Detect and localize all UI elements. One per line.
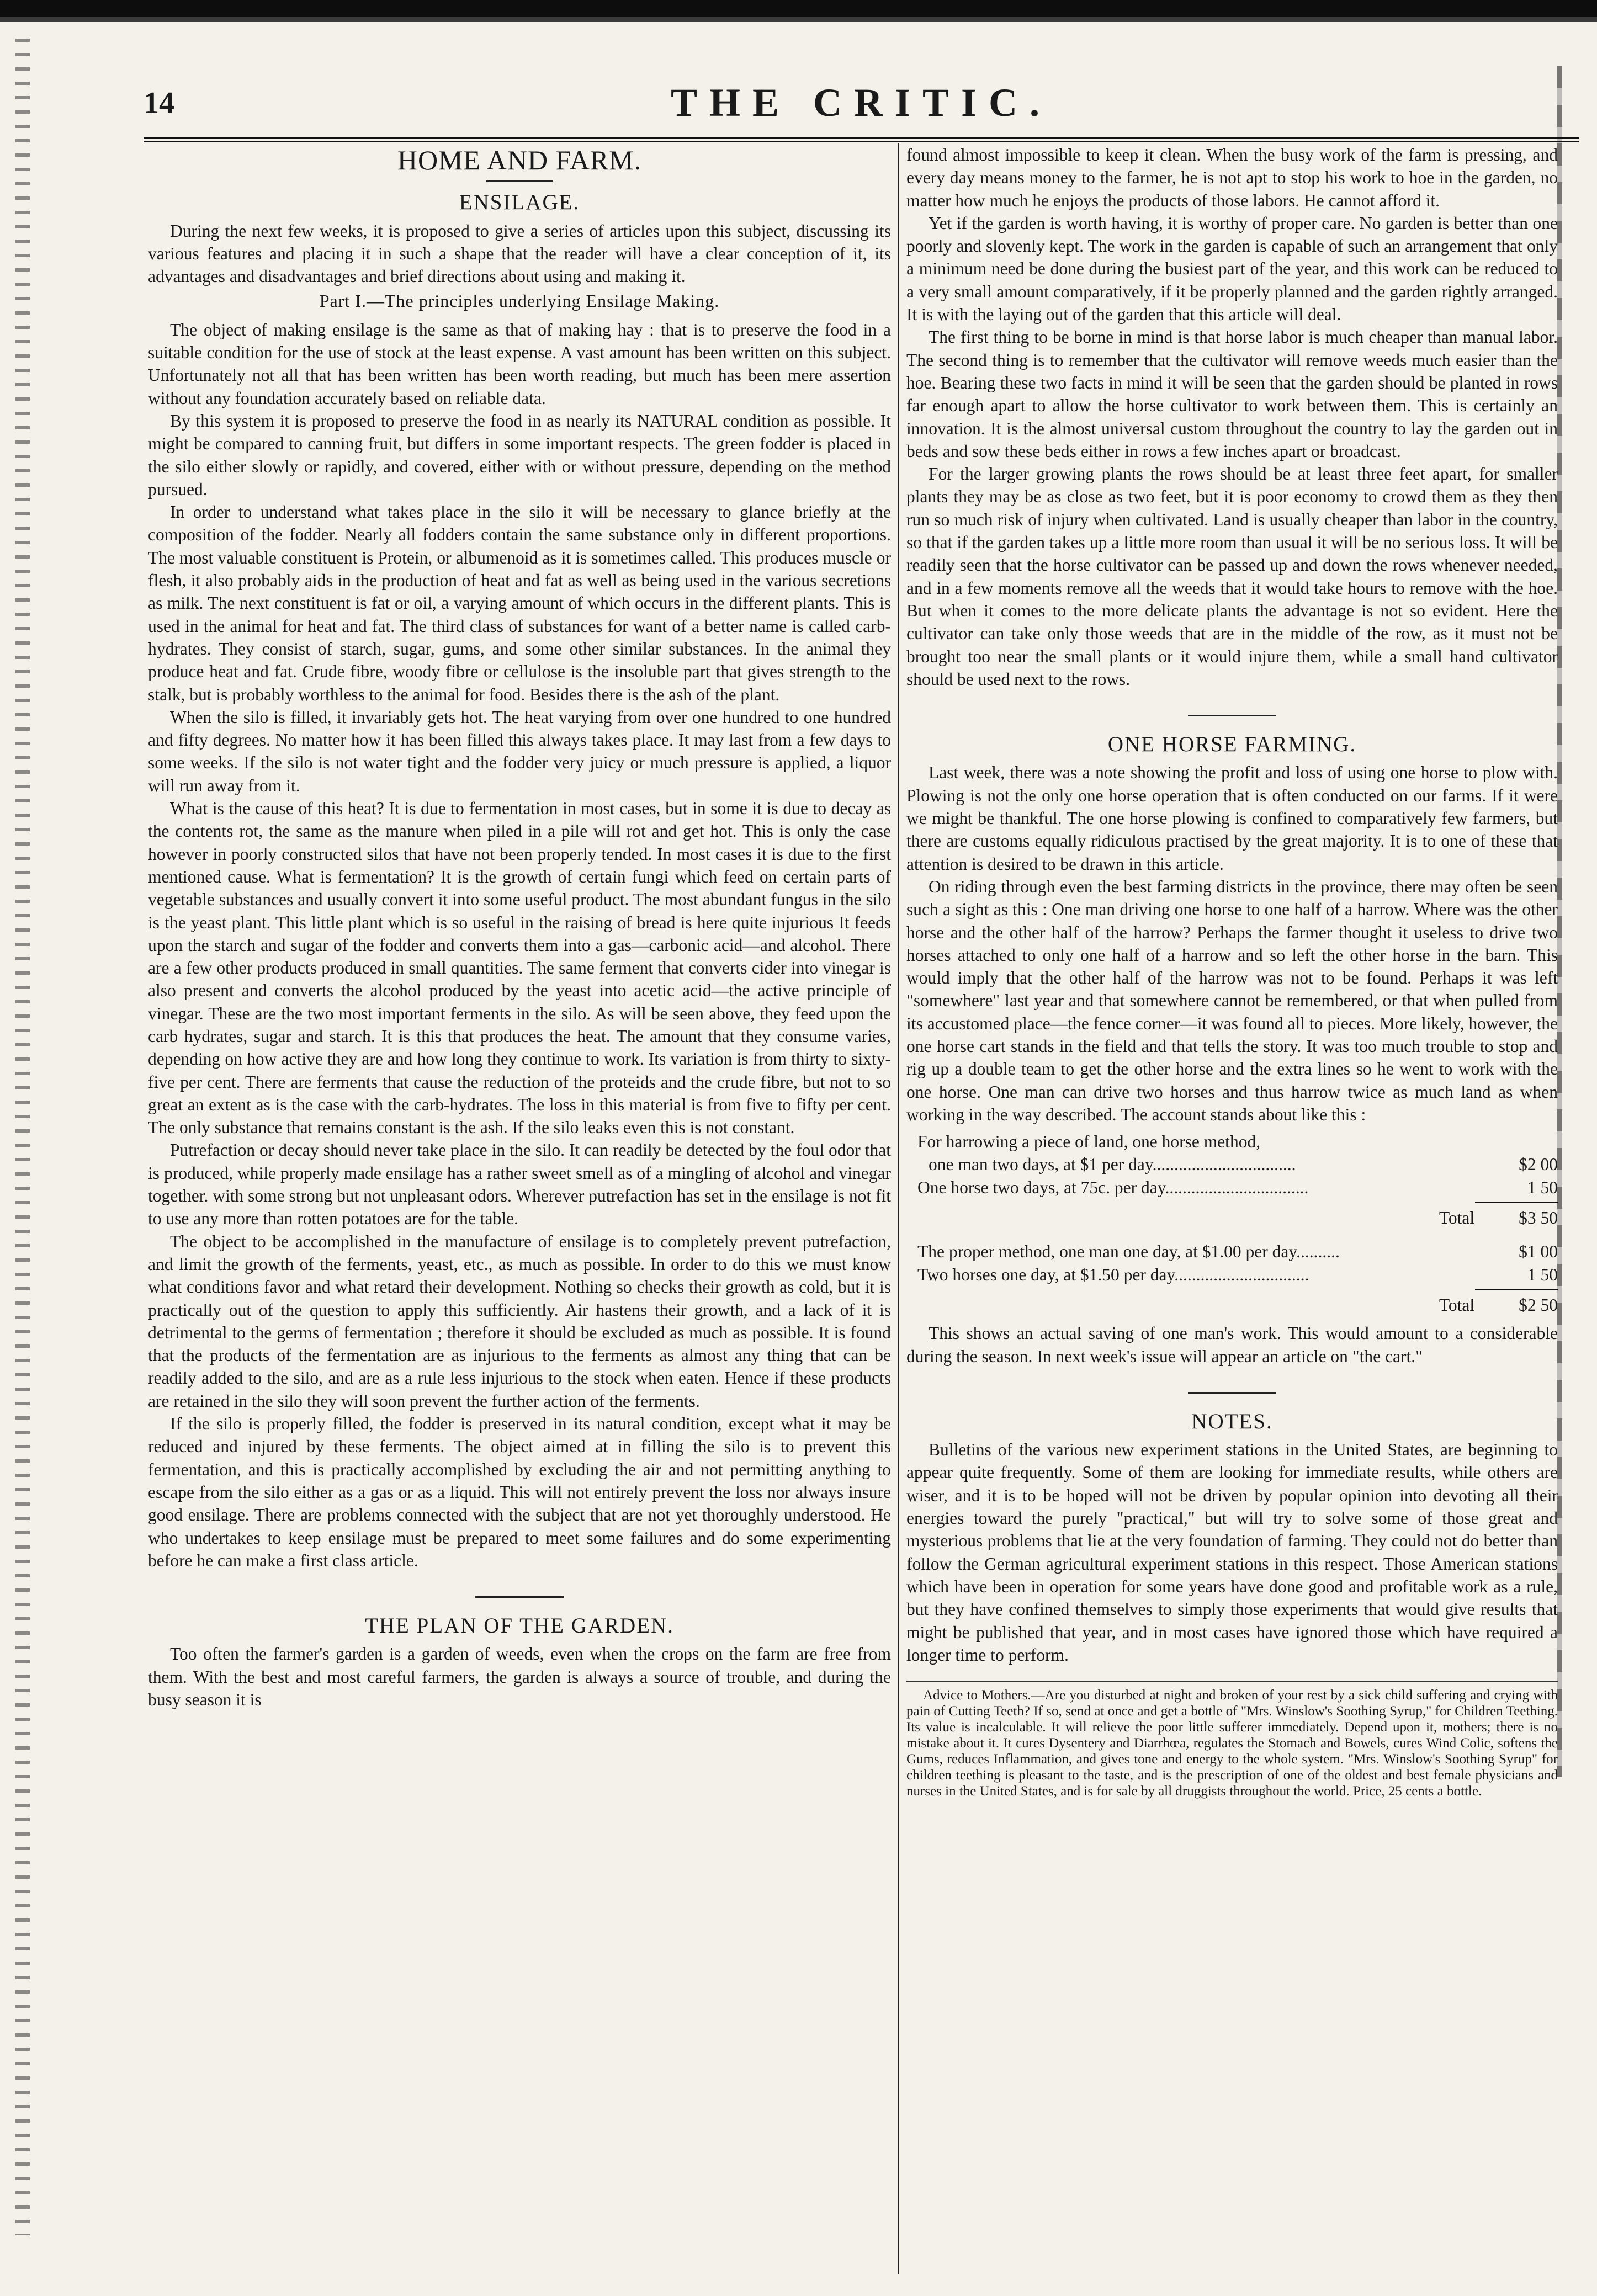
cost-value: $1 00	[1519, 1242, 1558, 1262]
cost-table-lead: For harrowing a piece of land, one horse method,	[917, 1132, 1261, 1152]
cost-row	[906, 1176, 1558, 1199]
page-number: 14	[144, 86, 174, 120]
cost-row	[906, 1263, 1558, 1286]
ensilage-paragraph: The object of making ensilage is the same as that of making hay : that is to preserve the food in a suitable condition for the use of stock at the least expense. A vast amount has been written on this subject. Unfortunately not all that has been written has been worth reading, but much has been mere assertion without any foundation accurately based on reliable data.	[148, 320, 891, 408]
ensilage-paragraph: When the silo is filled, it invariably gets hot. The heat varying from over one hundred to one hundred and fifty degrees. No matter how it has been filled this always takes place. It may last from a few days to some weeks. If the silo is not water tight and the fodder very juicy or much pressure is applied, a liquor will run away from it.	[148, 707, 891, 795]
ensilage-paragraph: What is the cause of this heat? It is due to fermentation in most cases, but in some it is due to decay as the contents rot, the same as the manure when piled in a pile will rot and get hot. This is only the case however in poorly constructed silos that have not been properly tended. In most cases it is due to the first mentioned cause. What is fermentation? It is the growth of certain fungi which feed on certain parts of vegetable substances and usually convert it into some useful product. The most abundant fungus in the silo is the yeast plant. This little plant which is so useful in the raising of bread is here quite injurious It feeds upon the starch and sugar of the fodder and converts them into a gas—carbonic acid—and alcohol. There are a few other products produced in small quantities. The same ferment that converts cider into vinegar is also present and converts the alcohol produced by the yeast into acetic acid—the active principle of vinegar. These are the two most important ferments in the silo. As will be seen above, they feed upon the carb hydrates, sugar and starch. It is this that produces the heat. The amount that they consume varies, depending on how active they are and how long they continue to work. Its variation is from thirty to sixty-five per cent. There are ferments that cause the reduction of the proteids and the crude fibre, but not to so great an extent as is the case with the carb-hydrates. The loss in this material is from five to fifty per cent. The only substance that remains constant is the ash. If the silo leaks even this is not constant.	[148, 799, 891, 1138]
cost-table-one-horse	[906, 1130, 1558, 1229]
cost-label: Two horses one day, at $1.50 per day...............................	[917, 1264, 1309, 1284]
notes-title: NOTES.	[1191, 1409, 1273, 1433]
ensilage-paragraph: The object to be accomplished in the manufacture of ensilage is to completely prevent putrefaction, and limit the growth of the ferments, yeast, etc., as much as possible. In order to do this we must know what conditions favor and what retard their development. Nothing so checks their growth as cold, but it is practically out of the question to apply this sufficiently. Air hastens their growth, and a lack of it is detrimental to the germs of fermentation ; therefore it should be excluded as much as possible. It is found that the products of the fermentation are as injurious to the ferments as almost any thing that can be readily added to the silo, and are as a rule less injurious to the stock when eaten. Hence if these products are retained in the silo they will soon prevent the further action of the ferments.	[148, 1231, 891, 1411]
total-label: Total	[1439, 1295, 1475, 1315]
ensilage-title: ENSILAGE.	[459, 190, 580, 215]
part-heading: Part I.—The principles underlying Ensilage Making.	[319, 291, 720, 311]
notes-paragraph: Bulletins of the various new experiment stations in the United States, are beginning to appear quite frequently. Some of them are looking for immediate results, while others are wiser, and it is to be hoped will not be driven by popular opinion into devoting all their energies toward the purely "practical," but will try to solve some of those great and mysterious problems that lie at the very foundation of farming. They could not do better than follow the German agricultural experiment stations in this respect. Those American stations which have been in operation for some years have done good and profitable work as a rule, but they have confined themselves to simply those experiments that would give results that might be published that year, and in most cases have ignored those which have required a longer time to perform.	[906, 1440, 1558, 1665]
left-column	[148, 144, 891, 2285]
binding-edge	[15, 39, 30, 2235]
ensilage-paragraph: By this system it is proposed to preserve the food in as nearly its NATURAL condition as possible. It might be compared to canning fruit, but differs in some important respects. The green fodder is placed in the silo either slowly or rapidly, and covered, either with or without pressure, depending on the method pursued.	[148, 411, 891, 499]
one-horse-title: ONE HORSE FARMING.	[1107, 732, 1357, 757]
right-column	[906, 144, 1558, 2285]
section-rule	[1188, 1392, 1276, 1394]
title-rule	[486, 180, 553, 182]
cost-row	[906, 1240, 1558, 1263]
cost-value: 1 50	[1527, 1264, 1558, 1284]
cost-label: The proper method, one man one day, at $1.00 per day..........	[917, 1242, 1340, 1262]
total-row	[906, 1207, 1558, 1229]
one-horse-paragraph: Last week, there was a note showing the profit and loss of using one horse to plow with. Plowing is not the only one horse operation that is often conducted on our farms. If it were we might be thankful. The one horse plowing is confined to comparatively few farmers, but there are customs equally ridiculous practised by the great majority. It is to one of these that attention is desired to be drawn in this article.	[906, 763, 1558, 874]
total-row	[906, 1294, 1558, 1316]
top-border	[0, 0, 1597, 17]
masthead-rule	[144, 137, 1579, 139]
garden-paragraph: Yet if the garden is worth having, it is worthy of proper care. No garden is better than one poorly and slovenly kept. The work in the garden is capable of such an arrangement that only a minimum need be done during the busiest part of the year, and this work can be reduced to a very small amount comparatively, if it be properly planned and the garden rightly arranged. It is with the laying out of the garden that this article will deal.	[906, 213, 1558, 325]
cost-value: 1 50	[1527, 1177, 1558, 1197]
total-label: Total	[1439, 1208, 1475, 1228]
masthead-rule-thin	[144, 141, 1579, 142]
ensilage-paragraph: In order to understand what takes place in the silo it will be necessary to glance briefly at the composition of the fodder. Nearly all fodders contain the same substance only in different proportions. The most valuable constituent is Protein, or albumenoid as it is sometimes called. This produces muscle or flesh, it also probably aids in the production of heat and fat as well as being used in the various secretions as milk. The next constituent is fat or oil, a varying amount of which occurs in the different plants. This is used in the animal for heat and fat. The third class of substances for want of a better name is called carb-hydrates. They consist of starch, sugar, gums, and some other similar substances. In the animal they produce heat and fat. Crude fibre, woody fibre or cellulose is the insoluble part that gives strength to the stalk, but is probably worthless to the animal for food. Besides there is the ash of the plant.	[148, 502, 891, 704]
cost-label: One horse two days, at 75c. per day.................................	[917, 1177, 1309, 1197]
section-title: HOME AND FARM.	[397, 145, 642, 176]
ensilage-intro: During the next few weeks, it is proposed to give a series of articles upon this subject, discussing its various features and placing it in such a shape that the reader will have a clear conception of it, its advantages and disadvantages and brief directions about using and making it.	[148, 221, 891, 286]
top-border-shadow	[0, 17, 1597, 22]
total-value: $2 50	[1519, 1295, 1558, 1315]
cost-table-proper	[906, 1240, 1558, 1316]
garden-paragraph: found almost impossible to keep it clean. When the busy work of the farm is pressing, and every day means money to the farmer, he is not apt to stop his work to hoe in the garden, no matter how much he enjoys the products of those labors. He cannot afford it.	[906, 145, 1558, 210]
section-rule	[1188, 715, 1276, 716]
cost-label: one man two days, at $1 per day.................................	[929, 1155, 1296, 1174]
garden-paragraph: For the larger growing plants the rows should be at least three feet apart, for smaller plants they may be as close as two feet, but it is poor economy to crowd them as they then run so much risk of injury when cultivated. Land is usually cheaper than labor in the country, so that if the garden takes up a little more room than usual it will be no serious loss. It will be readily seen that the horse cultivator can be passed up and down the rows whenever needed, and in a few moments remove all the weeds that it would take hours to remove with the hoe. But when it comes to the more delicate plants the advantage is not so evident. Here the cultivator can take only those weeds that are in the middle of the row, as it must not be brought too near the small plants or it would injure them, while a small hand cultivator should be used next to the rows.	[906, 464, 1558, 689]
garden-title: THE PLAN OF THE GARDEN.	[365, 1614, 674, 1638]
advertisement: Advice to Mothers.—Are you disturbed at night and broken of your rest by a sick child suffering and crying with pain of Cutting Teeth? If so, send at once and get a bottle of "Mrs. Winslow's Soothing Syrup," for Children Teething. Its value is incalculable. It will relieve the poor little sufferer immediately. Depend upon it, mothers; there is no mistake about it. It cures Dysentery and Diarrhœa, regulates the Stomach and Bowels, cures Wind Colic, softens the Gums, reduces Inflammation, and gives tone and energy to the whole system. "Mrs. Winslow's Soothing Syrup" for children teething is pleasant to the taste, and is the prescription of one of the oldest and best female physicians and nurses in the United States, and is for sale by all druggists throughout the world. Price, 25 cents a bottle.	[906, 1681, 1558, 1799]
one-horse-closing: This shows an actual saving of one man's work. This would amount to a considerable during the season. In next week's issue will appear an article on "the cart."	[906, 1324, 1558, 1366]
section-rule	[475, 1596, 564, 1598]
ensilage-paragraph: If the silo is properly filled, the fodder is preserved in its natural condition, except what it may be reduced and injured by these ferments. The object aimed at in filling the silo is to prevent this fermentation, and this is practically accomplished by excluding the air and not permitting anything to escape from the silo either as a gas or as a liquid. This will not entirely prevent the loss nor always insure good ensilage. There are problems connected with the subject that are not yet thoroughly understood. He who undertakes to keep ensilage must be prepared to meet some failures and do some experimenting before he can make a first class article.	[148, 1414, 891, 1570]
garden-paragraph: The first thing to be borne in mind is that horse labor is much cheaper than manual labor. The second thing is to remember that the cultivator will remove weeds much easier than the hoe. Bearing these two facts in mind it will be seen that the garden should be planted in rows far enough apart to allow the horse cultivator to work between them. This is certainly an innovation. It is the almost universal custom throughout the country to lay the garden out in beds and sow these beds either in rows a few inches apart or broadcast.	[906, 327, 1558, 461]
garden-paragraph: Too often the farmer's garden is a garden of weeds, even when the crops on the farm are free from them. With the best and most careful farmers, the garden is always a source of trouble, and during the busy season it is	[148, 1644, 891, 1709]
running-head: THE CRITIC.	[670, 81, 1052, 125]
column-divider	[898, 144, 899, 2274]
one-horse-paragraph: On riding through even the best farming districts in the province, there may often be seen such a sight as this : One man driving one horse to one half of a harrow. Where was the other horse and the other half of the harrow? Perhaps the farmer thought it useless to drive two horses attached to only one half of a harrow and so left the other horse in the barn. This would imply that the other half of the harrow was not to be found. Perhaps it was left "somewhere" last year and that somewhere cannot be remembered, or that when pulled from its accustomed place—the fence corner—it was found all to pieces. More likely, however, the one horse cart stands in the field and that tells the story. It was too much trouble to stop and rig up a double team to get the other horse and the extra lines so he went to work with the one horse. One man can drive two horses and thus harrow twice as much land as when working in the way described. The account stands about like this :	[906, 876, 1558, 1124]
cost-value: $2 00	[1519, 1155, 1558, 1174]
ensilage-paragraph: Putrefaction or decay should never take place in the silo. It can readily be detected by the foul odor that is produced, while properly made ensilage has a rather sweet smell as of a mingling of alcohol and vinegar together. with some strong but not unpleasant odors. Wherever putrefaction has set in the ensilage is not fit to use any more than rotten potatoes are for the table.	[148, 1140, 891, 1229]
cost-row	[906, 1153, 1558, 1176]
masthead	[144, 80, 1579, 135]
total-rule	[1475, 1289, 1558, 1290]
total-rule	[1475, 1202, 1558, 1203]
total-value: $3 50	[1519, 1208, 1558, 1228]
